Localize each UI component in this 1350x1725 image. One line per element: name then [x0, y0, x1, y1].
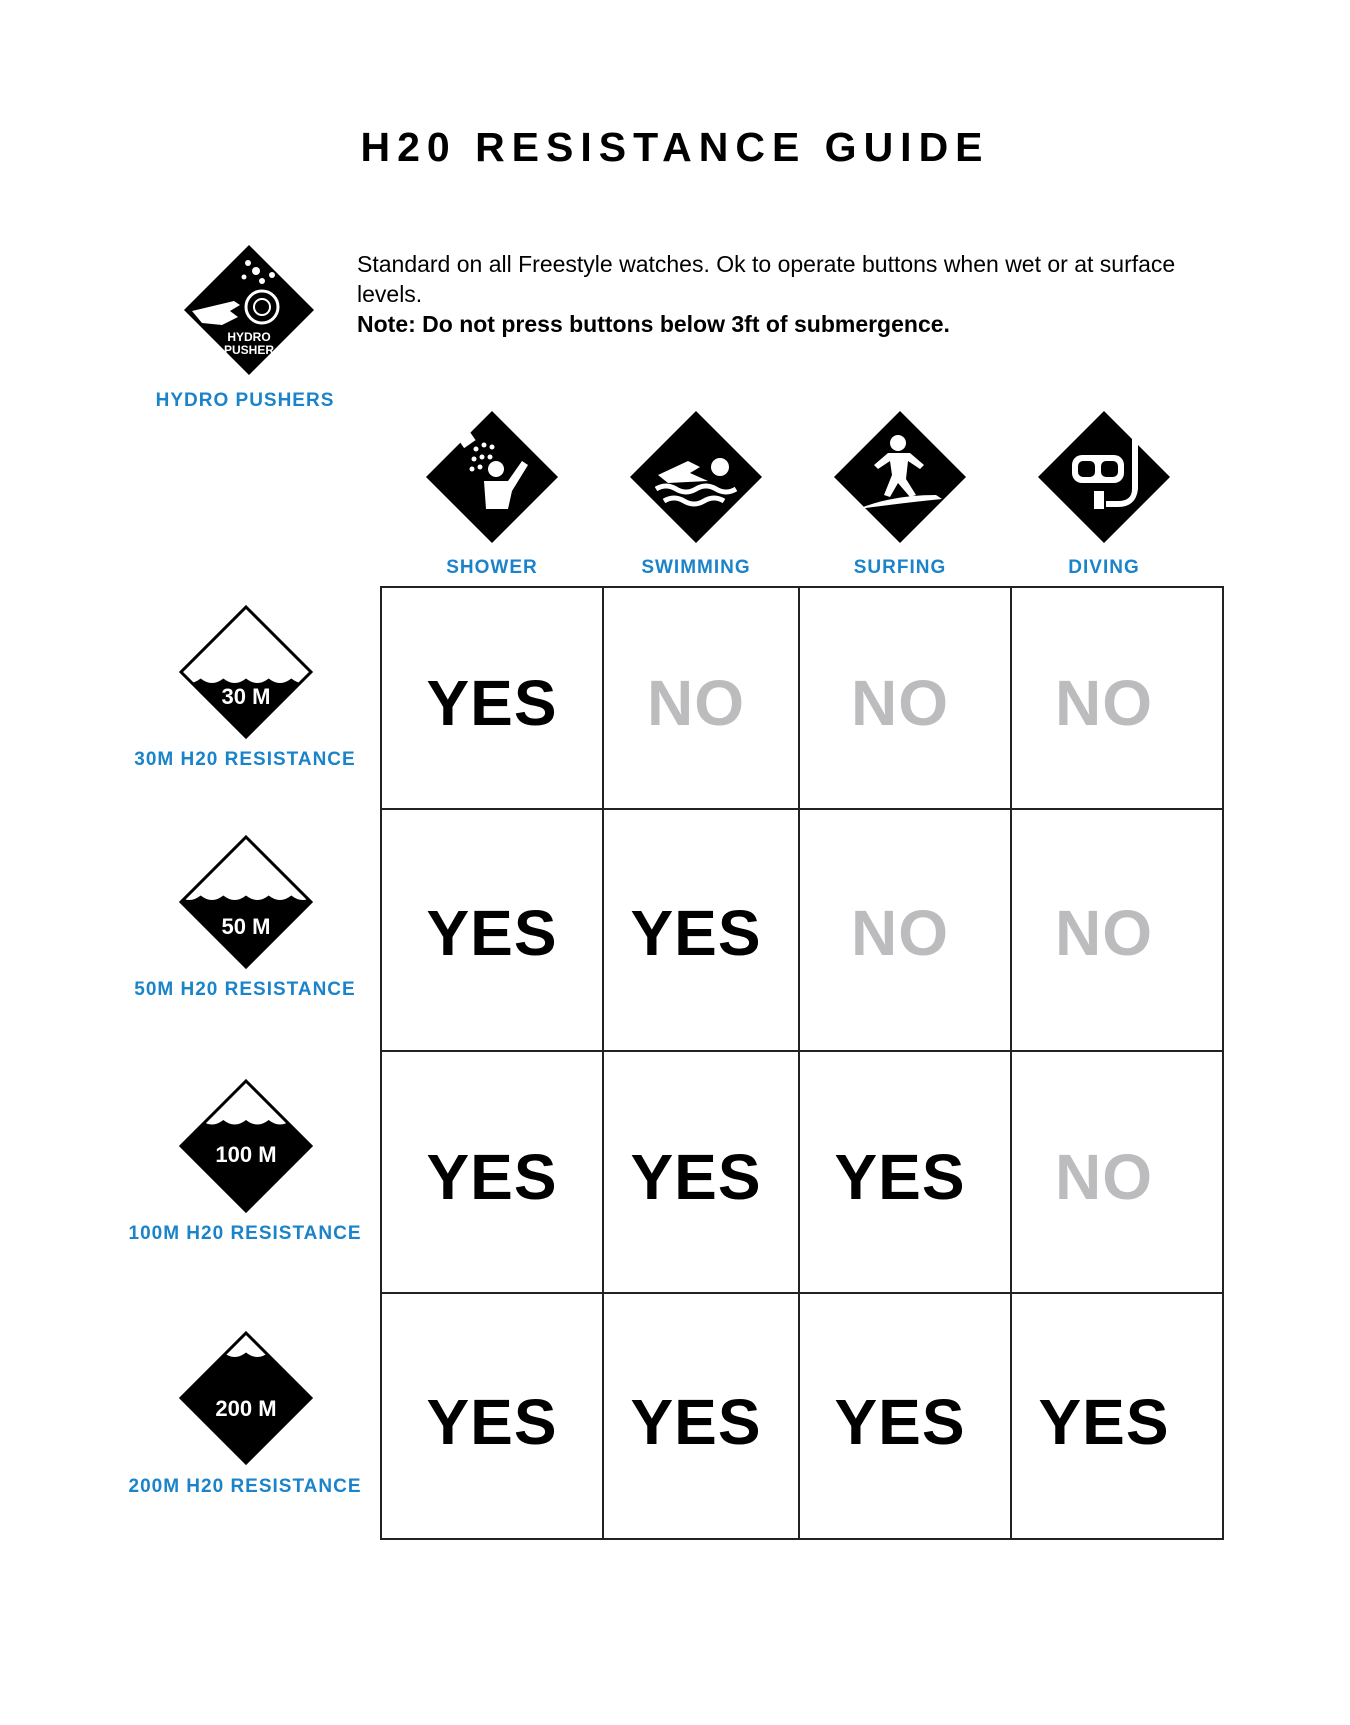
depth-50m-label: 50M H20 RESISTANCE [134, 979, 356, 1000]
depth-200m-text: 200 M [215, 1396, 277, 1421]
depth-30m-label: 30M H20 RESISTANCE [134, 749, 356, 770]
depth-100m-label: 100M H20 RESISTANCE [128, 1223, 362, 1244]
hydro-pusher-icon [182, 243, 316, 377]
cell-100m-diving: NO [1055, 1141, 1153, 1213]
cell-200m-swimming: YES [630, 1386, 762, 1458]
activity-label-diving: DIVING [1068, 557, 1140, 578]
cell-30m-shower: YES [426, 667, 558, 739]
cell-50m-swimming: YES [630, 897, 762, 969]
activity-label-shower: SHOWER [446, 557, 538, 578]
hydro-pusher-icon-text-2: PUSHER [223, 343, 275, 357]
activity-label-surfing: SURFING [853, 557, 947, 578]
diving-mask-icon [1036, 409, 1172, 545]
swimmer-icon [628, 409, 764, 545]
depth-200m-icon [178, 1330, 314, 1466]
cell-200m-surfing: YES [834, 1386, 966, 1458]
depth-50m-icon [178, 834, 314, 970]
depth-100m-icon [178, 1078, 314, 1214]
cell-100m-surfing: YES [834, 1141, 966, 1213]
depth-50m-text: 50 M [221, 914, 271, 939]
page-title: H20 RESISTANCE GUIDE [360, 124, 990, 170]
depth-100m-text: 100 M [215, 1142, 277, 1167]
cell-50m-diving: NO [1055, 897, 1153, 969]
cell-50m-surfing: NO [851, 897, 949, 969]
hydro-pushers-label: HYDRO PUSHERS [155, 390, 335, 411]
cell-30m-diving: NO [1055, 667, 1153, 739]
depth-200m-label: 200M H20 RESISTANCE [128, 1476, 362, 1497]
cell-200m-shower: YES [426, 1386, 558, 1458]
depth-30m-icon [178, 604, 314, 740]
cell-200m-diving: YES [1038, 1386, 1170, 1458]
activity-label-swimming: SWIMMING [641, 557, 751, 578]
cell-30m-swimming: NO [647, 667, 745, 739]
cell-50m-shower: YES [426, 897, 558, 969]
note-text: Note: Do not press buttons below 3ft of submergence. [357, 311, 950, 337]
hydro-pusher-description [357, 249, 1177, 339]
cell-100m-swimming: YES [630, 1141, 762, 1213]
cell-30m-surfing: NO [851, 667, 949, 739]
surfer-icon [832, 409, 968, 545]
cell-100m-shower: YES [426, 1141, 558, 1213]
description-text: Standard on all Freestyle watches. Ok to operate buttons when wet or at surface levels. [357, 251, 1176, 307]
shower-icon [424, 409, 560, 545]
hydro-pusher-icon-text-1: HYDRO [227, 330, 271, 344]
depth-30m-text: 30 M [221, 684, 271, 709]
